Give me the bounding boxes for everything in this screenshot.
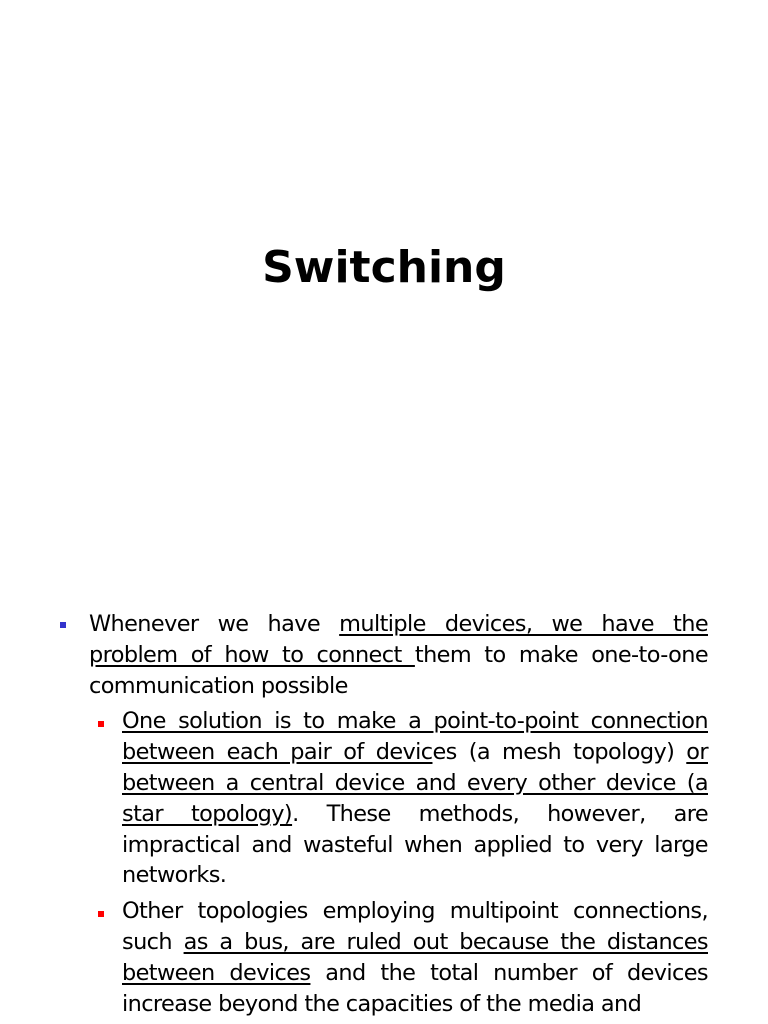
bullet-text-segment: Whenever we have xyxy=(89,611,340,637)
square-bullet-icon xyxy=(60,622,66,628)
bullet-text-segment: Other topologies employing multipoint connections, such xyxy=(122,898,708,955)
bullet-text-segment: or between a central device and every other device (a star topology) xyxy=(122,739,708,827)
sub-bullet-item xyxy=(89,706,708,891)
bullet-text-segment: and the total number of devices increase beyond the capacities of the media and xyxy=(122,959,708,1017)
square-bullet-icon xyxy=(98,911,104,917)
bullet-text-segment: multiple devices, we have the problem of how to connect xyxy=(89,611,708,668)
bullet-text-segment: as a bus, are ruled out because the distances between devices xyxy=(122,928,708,986)
bullet-text-segment: . These methods, however, are impractical and wasteful when applied to very large networks. xyxy=(122,800,708,889)
slide-title: Switching xyxy=(262,242,506,293)
bullet-text-segment: them to make one-to-one communication possible xyxy=(89,641,708,699)
bullet-text-segment: One solution is to make a point-to-point connection between each pair of devic xyxy=(122,708,708,766)
bullet-item xyxy=(56,609,708,701)
bullet-text-segment: es (a mesh topology) xyxy=(432,739,687,766)
bullet-list xyxy=(56,609,708,1019)
sub-bullet-item xyxy=(89,896,708,1019)
square-bullet-icon xyxy=(98,721,104,727)
